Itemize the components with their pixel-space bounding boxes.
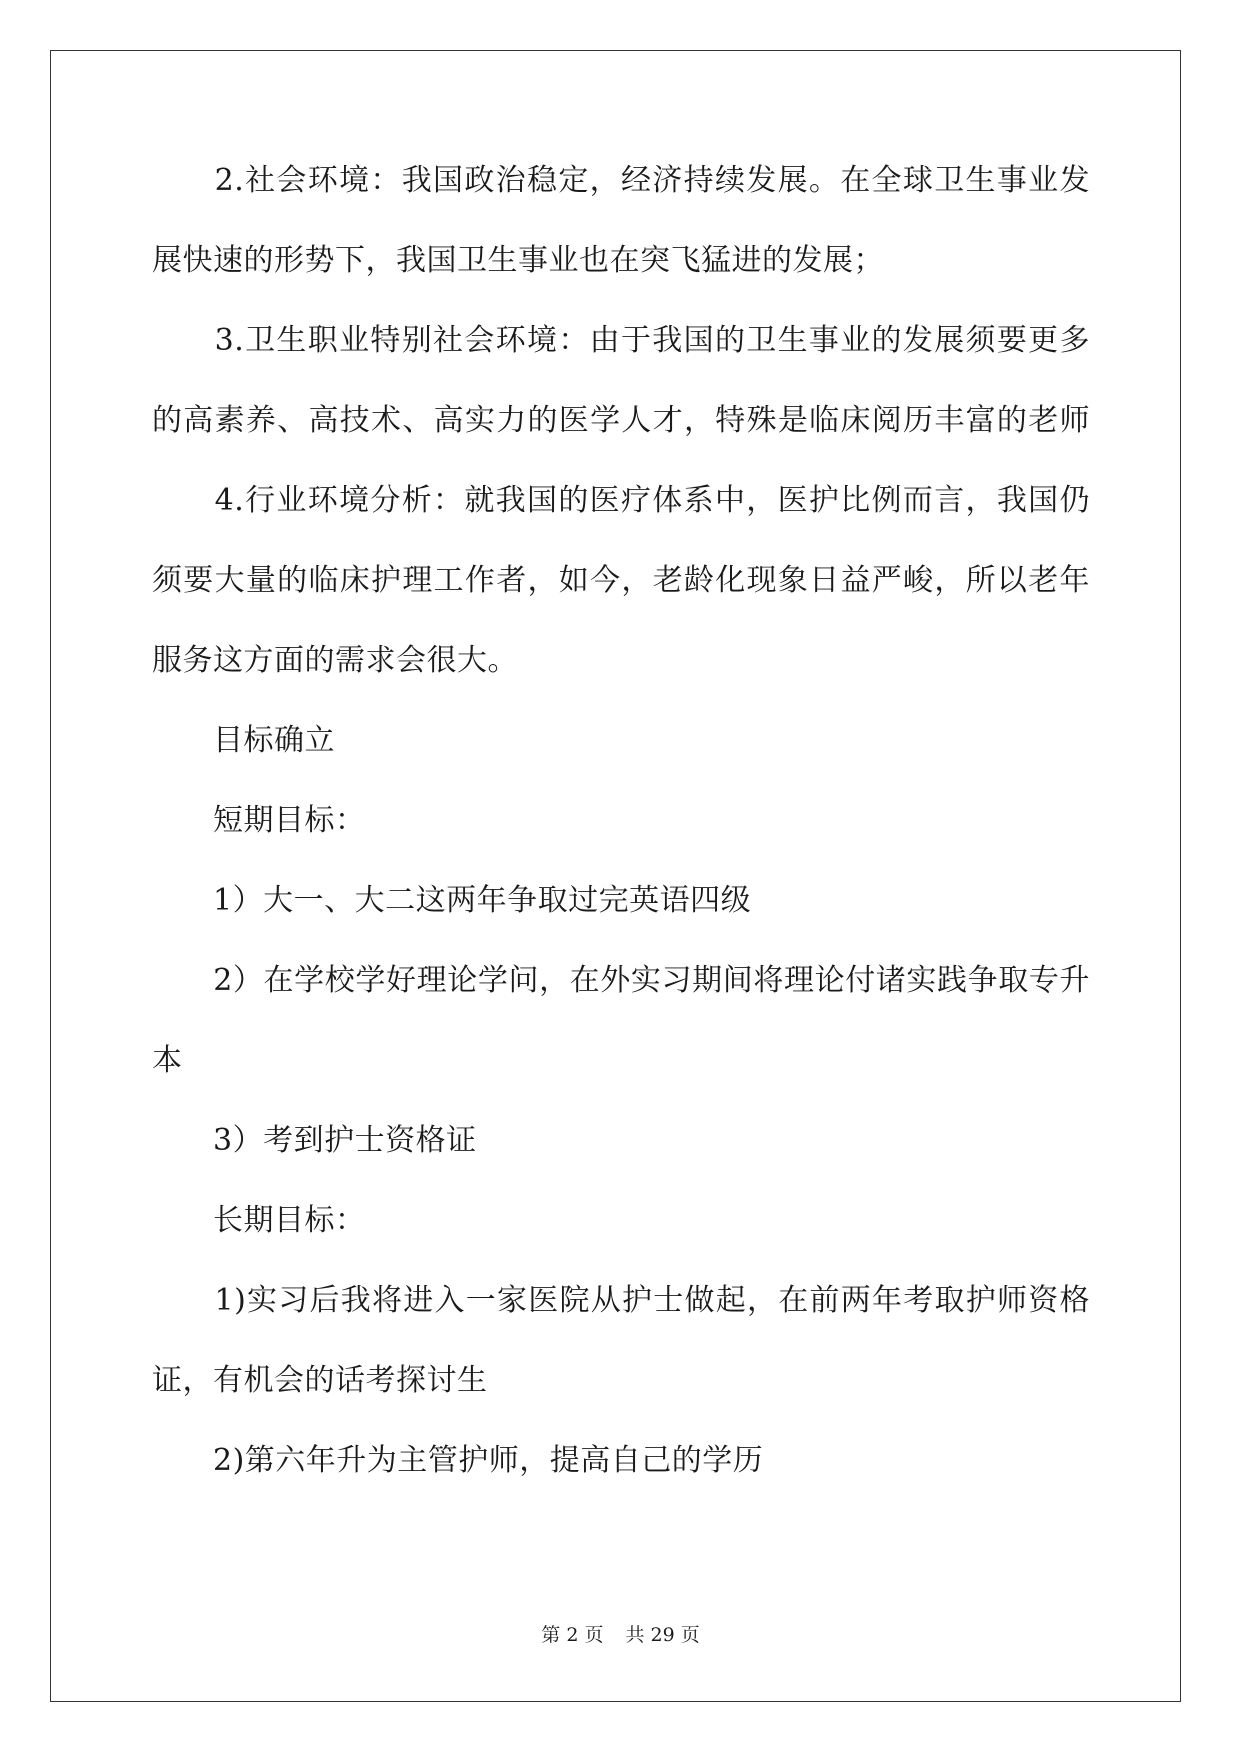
page-total: 共 29 页	[625, 1624, 700, 1646]
paragraph-line: 服务这方面的需求会很大。	[152, 643, 518, 678]
list-item: 3）考到护士资格证	[152, 1123, 477, 1158]
section-heading: 目标确立	[152, 723, 335, 758]
paragraph-line: 须要大量的临床护理工作者，如今，老龄化现象日益严峻，所以老年	[152, 563, 1090, 598]
page-number: 第 2 页	[541, 1624, 604, 1646]
list-item: 1）大一、大二这两年争取过完英语四级	[152, 883, 752, 918]
paragraph-line: 的高素养、高技术、高实力的医学人才，特殊是临床阅历丰富的老师	[152, 403, 1090, 438]
list-item: 1)实习后我将进入一家医院从护士做起，在前两年考取护师资格	[152, 1283, 1090, 1318]
paragraph-line: 3.卫生职业特别社会环境：由于我国的卫生事业的发展须要更多	[152, 323, 1090, 358]
list-item: 2)第六年升为主管护师，提高自己的学历	[152, 1443, 764, 1478]
list-item-continuation: 证，有机会的话考探讨生	[152, 1363, 488, 1398]
list-item: 2）在学校学好理论学问，在外实习期间将理论付诸实践争取专升	[152, 963, 1090, 998]
page-footer	[0, 1623, 1241, 1647]
paragraph-line: 2.社会环境：我国政治稳定，经济持续发展。在全球卫生事业发	[152, 163, 1090, 198]
subheading-long-term: 长期目标：	[152, 1203, 366, 1238]
subheading-short-term: 短期目标：	[152, 803, 366, 838]
list-item-continuation: 本	[152, 1043, 183, 1078]
paragraph-line: 4.行业环境分析：就我国的医疗体系中，医护比例而言，我国仍	[152, 483, 1090, 518]
paragraph-line: 展快速的形势下，我国卫生事业也在突飞猛进的发展；	[152, 243, 884, 278]
